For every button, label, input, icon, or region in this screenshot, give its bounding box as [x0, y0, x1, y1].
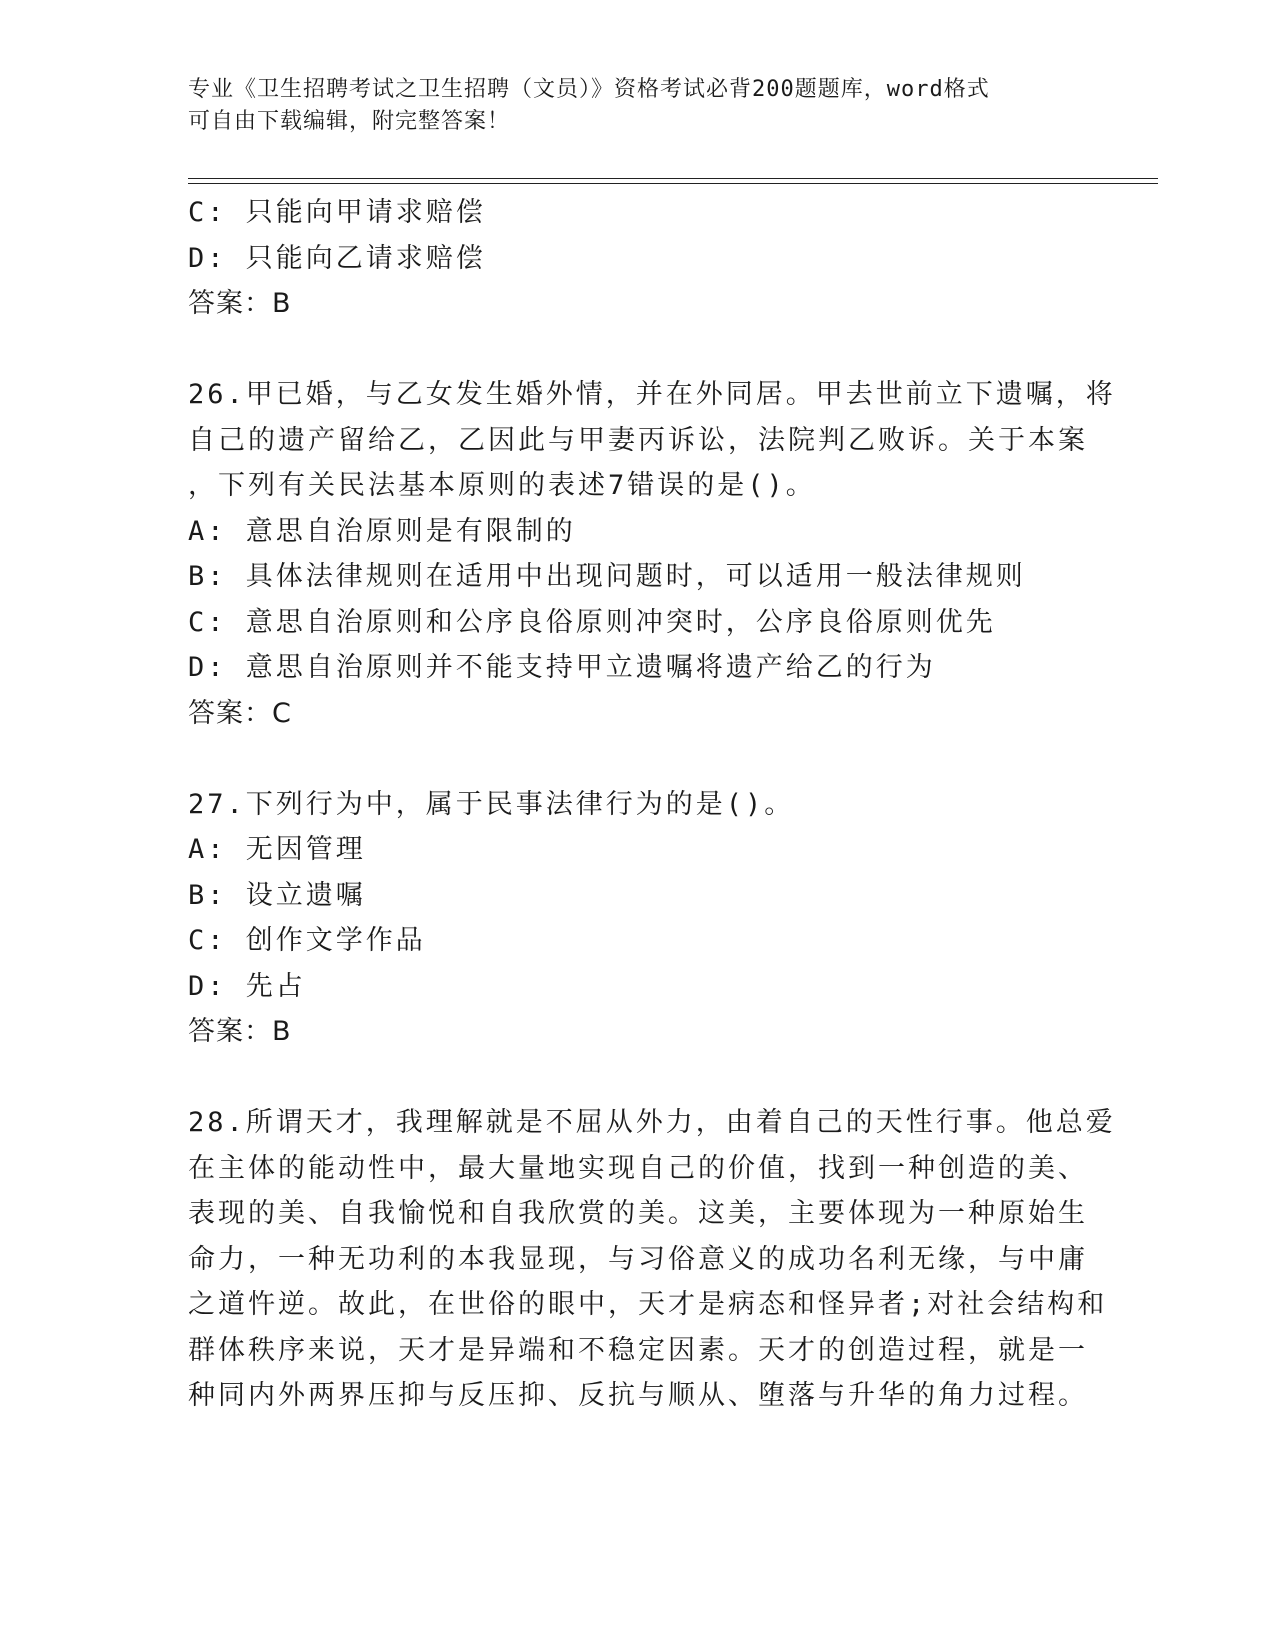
q25-option-d: D: 只能向乙请求赔偿: [188, 242, 486, 274]
q26-option-c: C: 意思自治原则和公序良俗原则冲突时，公序良俗原则优先: [188, 606, 996, 638]
q27-option-b: B: 设立遗嘱: [188, 879, 366, 911]
q27-option-a: A: 无因管理: [188, 834, 366, 865]
header-title-line-1: 专业《卫生招聘考试之卫生招聘（文员）》资格考试必背200题题库，word格式: [188, 77, 990, 102]
q26-option-d: D: 意思自治原则并不能支持甲立遗嘱将遗产给乙的行为: [188, 652, 936, 683]
q25-answer: 答案：B: [188, 288, 292, 319]
question-25-tail: [188, 190, 1108, 327]
question-28: [188, 1100, 1116, 1419]
question-26: [188, 372, 1116, 736]
q26-option-b: B: 具体法律规则在适用中出现问题时，可以适用一般法律规则: [188, 561, 1026, 592]
q28-stem-line-2: 在主体的能动性中，最大量地实现自己的价值，找到一种创造的美、: [188, 1152, 1088, 1184]
spacer: [188, 327, 1108, 373]
q28-stem-line-3: 表现的美、自我愉悦和自我欣赏的美。这美，主要体现为一种原始生: [188, 1198, 1088, 1229]
q28-stem-line-6: 群体秩序来说，天才是异端和不稳定因素。天才的创造过程，就是一: [188, 1334, 1088, 1366]
header-divider-bottom: [188, 183, 1158, 184]
q27-option-d: D: 先占: [188, 970, 306, 1002]
q27-option-c: C: 创作文学作品: [188, 925, 426, 956]
q28-stem-line-7: 种同内外两界压抑与反压抑、反抗与顺从、堕落与升华的角力过程。: [188, 1380, 1088, 1411]
q27-answer: 答案：B: [188, 1016, 292, 1047]
q28-stem-line-1: 28.所谓天才，我理解就是不屈从外力，由着自己的天性行事。他总爱: [188, 1107, 1116, 1138]
spacer: [188, 1055, 1108, 1101]
q26-stem-line-3: ，下列有关民法基本原则的表述7错误的是()。: [188, 470, 816, 501]
q26-stem-line-2: 自己的遗产留给乙，乙因此与甲妻丙诉讼，法院判乙败诉。关于本案: [188, 424, 1088, 456]
q25-option-c: C: 只能向甲请求赔偿: [188, 197, 486, 228]
page-header: [188, 74, 1088, 138]
header-title-line-2: 可自由下载编辑，附完整答案！: [188, 109, 511, 134]
q26-option-a: A: 意思自治原则是有限制的: [188, 515, 576, 547]
q27-stem: 27.下列行为中，属于民事法律行为的是()。: [188, 788, 795, 820]
spacer: [188, 736, 1108, 782]
header-divider-top: [188, 178, 1158, 179]
q28-stem-line-4: 命力，一种无功利的本我显现，与习俗意义的成功名利无缘，与中庸: [188, 1243, 1088, 1275]
question-27: [188, 782, 1108, 1055]
q26-stem-line-1: 26.甲已婚，与乙女发生婚外情，并在外同居。甲去世前立下遗嘱，将: [188, 379, 1116, 410]
q26-answer: 答案：C: [188, 697, 292, 729]
question-content: [188, 190, 1116, 1419]
q28-stem-line-5: 之道忤逆。故此，在世俗的眼中，天才是病态和怪异者;对社会结构和: [188, 1289, 1108, 1320]
